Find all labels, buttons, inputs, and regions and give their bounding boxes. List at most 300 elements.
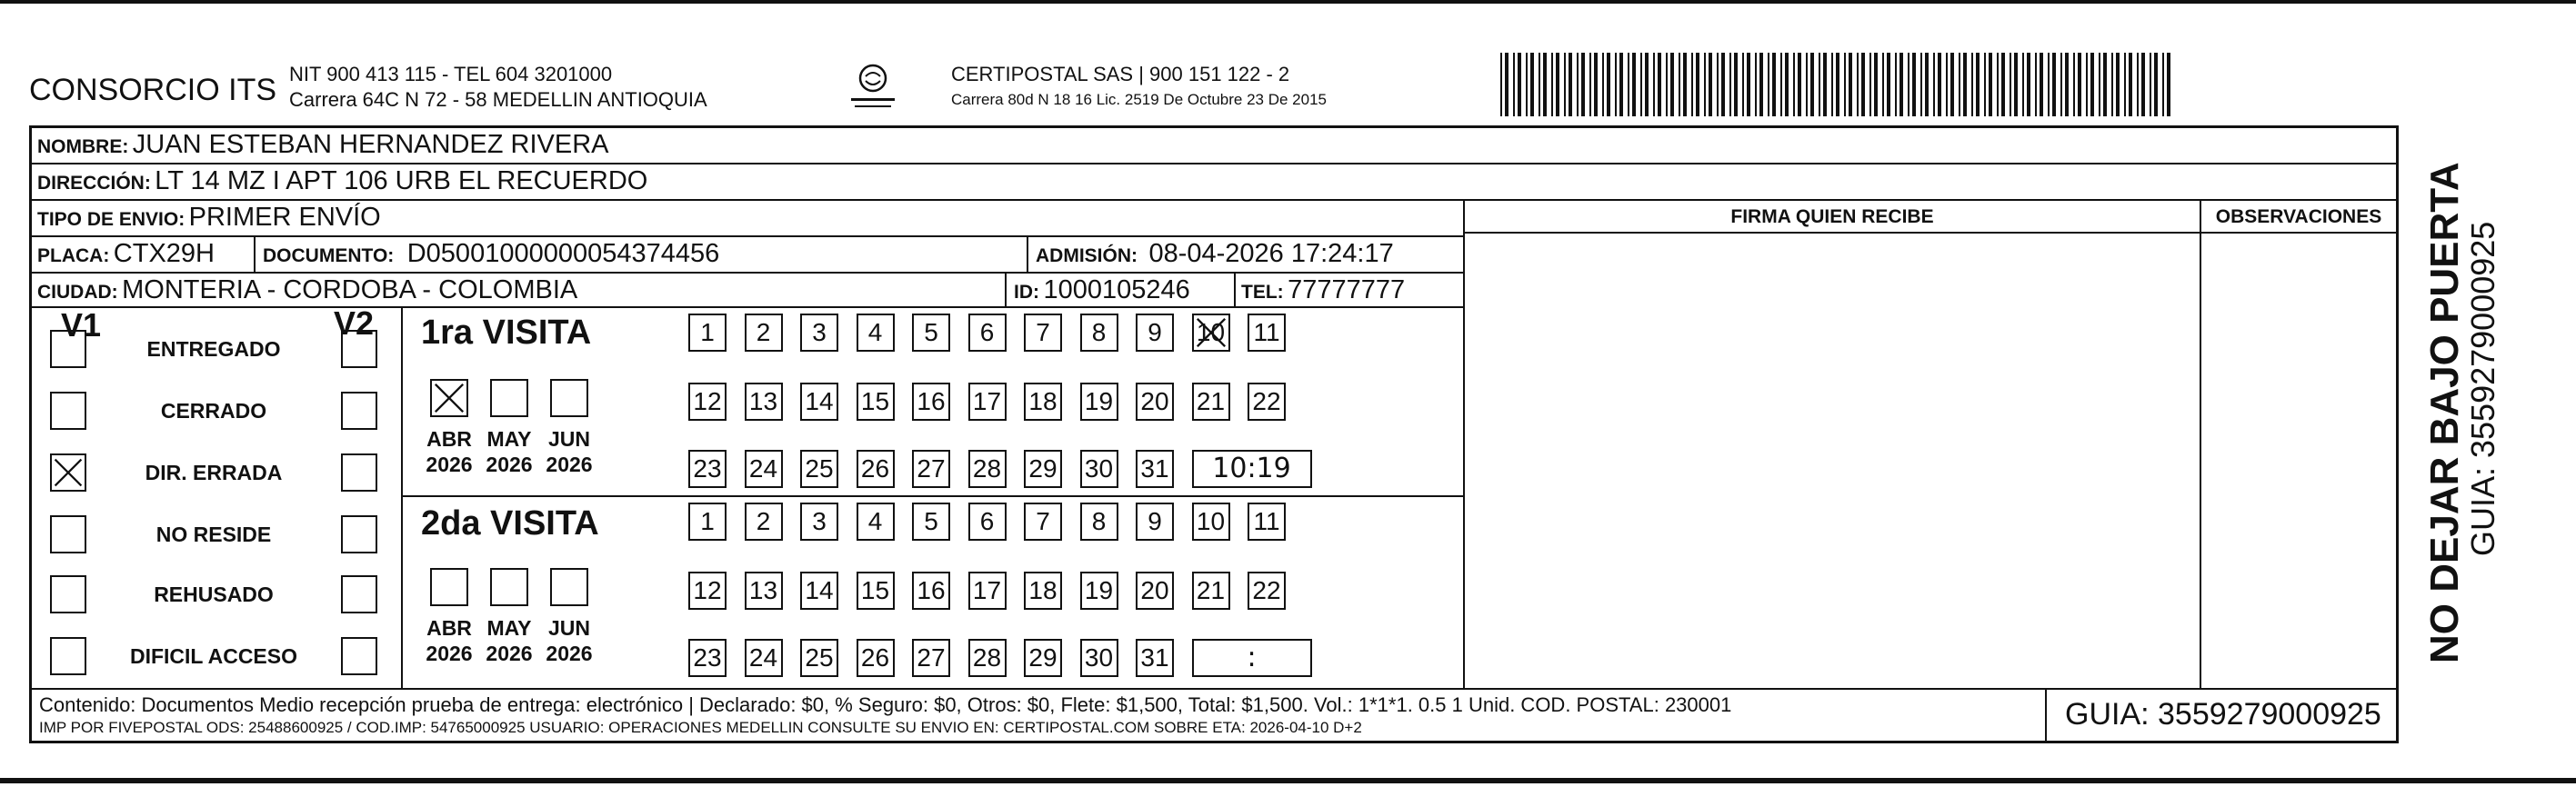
day-box[interactable]: [688, 503, 727, 541]
day-number: 16: [917, 576, 946, 604]
v2-checkbox[interactable]: [341, 392, 377, 430]
barcode-bar: [1569, 53, 1572, 116]
day-number: 10: [1196, 318, 1226, 346]
top-border: [0, 0, 2576, 4]
day-box[interactable]: [800, 572, 838, 610]
year-label: 2026: [546, 642, 593, 665]
day-box[interactable]: [857, 503, 895, 541]
barcode-bar: [2154, 53, 2158, 116]
nombre-row: [37, 130, 608, 160]
barcode-bar: [1615, 53, 1617, 116]
v2-checkbox[interactable]: [341, 515, 377, 553]
barcode-bar: [1556, 53, 1559, 116]
day-number: 16: [917, 387, 946, 415]
barcode-bar: [1594, 53, 1598, 116]
day-box[interactable]: [688, 639, 727, 677]
day-number: 26: [860, 454, 890, 483]
barcode-bar: [2052, 53, 2056, 116]
v2-checkbox[interactable]: [341, 330, 377, 368]
status-label: ENTREGADO: [146, 337, 281, 361]
day-number: 3: [812, 507, 827, 535]
barcode-bar: [1849, 53, 1852, 116]
status-label: NO RESIDE: [155, 523, 272, 546]
day-number: 19: [1084, 387, 1114, 415]
day-box[interactable]: [745, 572, 783, 610]
day-number: 23: [693, 643, 722, 672]
ciudad-label: CIUDAD:: [37, 282, 118, 303]
v2-checkbox[interactable]: [341, 575, 377, 613]
barcode-bar: [1976, 53, 1980, 116]
month-label: MAY: [486, 427, 532, 451]
barcode-bar: [1679, 53, 1680, 116]
hour-field[interactable]: :: [1192, 639, 1312, 677]
barcode-bar: [2090, 53, 2094, 116]
placa-value: CTX29H: [113, 239, 215, 268]
barcode-bar: [1696, 53, 1699, 116]
day-number: 25: [805, 643, 834, 672]
barcode-bar: [1759, 53, 1763, 116]
barcode-bar: [1742, 53, 1744, 116]
year-label: 2026: [426, 453, 473, 476]
barcode-bar: [2001, 53, 2005, 116]
day-number: 12: [693, 387, 722, 415]
day-number: 24: [748, 454, 778, 483]
day-box[interactable]: [1024, 450, 1062, 488]
barcode-bar: [1806, 53, 1808, 116]
day-box[interactable]: [968, 314, 1007, 352]
day-number: 29: [1028, 454, 1057, 483]
barcode-bar: [2014, 53, 2018, 116]
month-label: JUN: [547, 427, 590, 451]
day-number: 30: [1084, 643, 1114, 672]
day-box[interactable]: [1136, 383, 1174, 421]
day-box[interactable]: [912, 503, 950, 541]
day-box[interactable]: [912, 314, 950, 352]
nit-line: NIT 900 413 115 - TEL 604 3201000: [289, 63, 613, 85]
day-box[interactable]: [912, 383, 950, 421]
courier-info: [951, 62, 1327, 113]
day-box[interactable]: [688, 450, 727, 488]
day-number: 8: [1091, 507, 1107, 535]
day-box[interactable]: [1248, 383, 1286, 421]
barcode-bar: [1653, 53, 1655, 116]
day-box[interactable]: [1024, 383, 1062, 421]
barcode-bar: [2099, 53, 2100, 116]
address-line: Carrera 64C N 72 - 58 MEDELLIN ANTIOQUIA: [289, 88, 707, 111]
barcode-bar: [1577, 53, 1579, 116]
courier-nit: CERTIPOSTAL SAS | 900 151 122 - 2: [951, 63, 1290, 85]
day-box[interactable]: [688, 314, 727, 352]
barcode-bar: [1925, 53, 1929, 116]
barcode-bar: [1607, 53, 1610, 116]
day-number: 6: [979, 507, 995, 535]
barcode-bar: [1772, 53, 1776, 116]
month-label: ABR: [426, 427, 472, 451]
guia-number: GUIA: 3559279000925: [2065, 697, 2381, 732]
day-number: 20: [1140, 387, 1169, 415]
day-number: 1: [700, 318, 715, 346]
day-box[interactable]: [912, 572, 950, 610]
day-number: 25: [805, 454, 834, 483]
day-number: 2: [756, 318, 771, 346]
day-number: 17: [972, 576, 1002, 604]
divider: [1463, 232, 2396, 234]
barcode-bar: [1581, 53, 1585, 116]
barcode-bar: [1819, 53, 1820, 116]
day-number: 5: [924, 318, 938, 346]
day-box[interactable]: [857, 314, 895, 352]
barcode-bar: [1912, 53, 1916, 116]
day-number: 11: [1253, 318, 1280, 346]
day-box[interactable]: [1024, 503, 1062, 541]
day-box[interactable]: [745, 383, 783, 421]
barcode-bar: [1971, 53, 1973, 116]
day-number: 18: [1028, 576, 1057, 604]
courier-license: Carrera 80d N 18 16 Lic. 2519 De Octubre 23 De 2015: [951, 91, 1327, 108]
day-number: 15: [860, 576, 890, 604]
day-number: 8: [1091, 318, 1107, 346]
footer-contenido: Contenido: Documentos Medio recepción prueba de entrega: electrónico | Declarado: $0, % Seguro: $0, Otros: $0, Flete: $1,500, Total: $1,500. Vol.: 1*1*1. 0.5 1 Unid. COD. POSTAL: 230001: [39, 693, 1732, 716]
barcode-bar: [1747, 53, 1750, 116]
barcode-bar: [2073, 53, 2075, 116]
month-label: ABR: [426, 616, 472, 640]
x-mark-icon: [432, 381, 466, 415]
barcode-bar: [2010, 53, 2011, 116]
placa-field: [37, 239, 215, 269]
day-number: 20: [1140, 576, 1169, 604]
day-number: 21: [1196, 576, 1226, 604]
day-box[interactable]: [1248, 503, 1286, 541]
barcode-bar: [1844, 53, 1846, 116]
day-box[interactable]: [968, 572, 1007, 610]
year-label: 2026: [426, 642, 473, 665]
tel-field: [1241, 275, 1405, 305]
barcode-bar: [1628, 53, 1629, 116]
barcode-bar: [1691, 53, 1693, 116]
month-label: JUN: [547, 616, 590, 640]
ciudad-field: [37, 275, 577, 305]
day-box[interactable]: [968, 503, 1007, 541]
day-number: 14: [805, 387, 834, 415]
side-guia: GUIA: 3559279000925: [2464, 221, 2501, 556]
year-label: 2026: [546, 453, 593, 476]
day-number: 22: [1252, 387, 1281, 415]
barcode-bar: [1632, 53, 1636, 116]
v1-checkbox[interactable]: [50, 637, 86, 675]
v1-checkbox[interactable]: [50, 575, 86, 613]
day-number: 12: [693, 576, 722, 604]
documento-field: [263, 239, 719, 269]
day-box[interactable]: [1080, 639, 1118, 677]
barcode-bar: [2111, 53, 2113, 116]
barcode-bar: [1666, 53, 1668, 116]
day-number: 17: [972, 387, 1002, 415]
tipo-value: PRIMER ENVÍO: [188, 203, 381, 232]
status-label: REHUSADO: [154, 583, 274, 606]
day-box[interactable]: [1192, 572, 1230, 610]
day-box[interactable]: [857, 383, 895, 421]
id-value: 1000105246: [1043, 275, 1190, 304]
day-number: 7: [1036, 318, 1050, 346]
status-label: CERRADO: [160, 399, 267, 423]
direccion-label: DIRECCIÓN:: [37, 173, 151, 194]
firma-header: FIRMA QUIEN RECIBE: [1730, 206, 1934, 227]
status-label: DIR. ERRADA: [145, 461, 283, 484]
barcode-bar: [1938, 53, 1941, 116]
barcode-bar: [1704, 53, 1706, 116]
v2-checkbox[interactable]: [341, 637, 377, 675]
nombre-value: JUAN ESTEBAN HERNANDEZ RIVERA: [132, 130, 609, 159]
barcode-bar: [1946, 53, 1948, 116]
divider: [32, 199, 2396, 201]
barcode-bar: [1989, 53, 1992, 116]
day-box[interactable]: [800, 314, 838, 352]
barcode-bar: [1831, 53, 1833, 116]
day-box[interactable]: [968, 450, 1007, 488]
day-box[interactable]: [857, 639, 895, 677]
admision-value: 08-04-2026 17:24:17: [1148, 239, 1394, 268]
observaciones-header: OBSERVACIONES: [2215, 206, 2382, 227]
barcode-bar: [2027, 53, 2030, 116]
barcode-bar: [1589, 53, 1591, 116]
divider: [32, 235, 1463, 237]
barcode-bar: [1895, 53, 1897, 116]
barcode-bar: [1823, 53, 1827, 116]
day-number: 18: [1028, 387, 1057, 415]
barcode-bar: [1543, 53, 1547, 116]
visit1-title: 1ra VISITA: [421, 314, 592, 352]
barcode-bar: [1857, 53, 1859, 116]
barcode-bar: [2086, 53, 2088, 116]
direccion-row: [37, 166, 647, 196]
divider: [32, 163, 2396, 164]
day-number: 4: [867, 507, 883, 535]
day-box[interactable]: [1136, 503, 1174, 541]
day-number: 28: [972, 643, 1002, 672]
day-number: 6: [979, 318, 995, 346]
company-info: [289, 62, 707, 113]
day-box[interactable]: [745, 503, 783, 541]
day-box[interactable]: [800, 450, 838, 488]
day-box[interactable]: [1080, 572, 1118, 610]
barcode-bar: [1551, 53, 1553, 116]
barcode-bar: [2137, 53, 2139, 116]
day-box[interactable]: [1192, 503, 1230, 541]
day-box[interactable]: [1192, 383, 1230, 421]
v1-checkbox[interactable]: [50, 453, 86, 492]
day-box[interactable]: [745, 639, 783, 677]
day-box[interactable]: [1136, 314, 1174, 352]
barcode-bar: [1920, 53, 1922, 116]
barcode-bar: [2129, 53, 2132, 116]
day-box[interactable]: [1136, 450, 1174, 488]
barcode-bar: [2141, 53, 2145, 116]
tel-label: TEL:: [1241, 282, 1284, 303]
id-label: ID:: [1014, 282, 1039, 303]
day-box[interactable]: [1192, 314, 1230, 352]
day-box[interactable]: [1248, 572, 1286, 610]
day-number: 31: [1140, 454, 1169, 483]
barcode-bar: [2124, 53, 2126, 116]
barcode-bar: [1768, 53, 1769, 116]
day-box[interactable]: [968, 639, 1007, 677]
day-number: 27: [917, 643, 946, 672]
barcode-bar: [1729, 53, 1731, 116]
day-number: 10: [1196, 507, 1226, 535]
v1-header: V1: [61, 306, 102, 344]
barcode-bar: [1959, 53, 1960, 116]
day-number: 15: [860, 387, 890, 415]
day-number: 13: [748, 387, 778, 415]
barcode-bar: [1658, 53, 1661, 116]
day-box[interactable]: [1248, 314, 1286, 352]
barcode-icon: [1500, 53, 2173, 116]
barcode-bar: [1780, 53, 1782, 116]
tel-value: 77777777: [1288, 275, 1406, 304]
day-box[interactable]: [857, 572, 895, 610]
day-box[interactable]: [688, 383, 727, 421]
placa-label: PLACA:: [37, 245, 110, 266]
barcode-bar: [2035, 53, 2037, 116]
day-box[interactable]: [1024, 314, 1062, 352]
day-box[interactable]: [968, 383, 1007, 421]
day-box[interactable]: [1024, 639, 1062, 677]
divider: [32, 272, 1463, 274]
admision-label: ADMISIÓN:: [1036, 245, 1138, 266]
divider: [1234, 272, 1236, 306]
month-checkbox[interactable]: [430, 379, 468, 417]
v1-checkbox[interactable]: [50, 515, 86, 553]
hour-field[interactable]: 10:19: [1192, 450, 1312, 488]
barcode-bar: [1721, 53, 1725, 116]
month-checkbox[interactable]: [550, 568, 588, 606]
day-box[interactable]: [1136, 572, 1174, 610]
barcode-bar: [1887, 53, 1890, 116]
barcode-bar: [2167, 53, 2170, 116]
day-box[interactable]: [857, 450, 895, 488]
month-checkbox[interactable]: [430, 568, 468, 606]
x-mark-icon: [52, 455, 85, 490]
v1-checkbox[interactable]: [50, 392, 86, 430]
tipo-label: TIPO DE ENVIO:: [37, 209, 185, 230]
barcode-bar: [1861, 53, 1865, 116]
certipostal-logo-icon: [846, 58, 900, 116]
day-number: 3: [812, 318, 827, 346]
day-box[interactable]: [800, 639, 838, 677]
day-box[interactable]: [1080, 314, 1118, 352]
barcode-bar: [1874, 53, 1878, 116]
day-number: 23: [693, 454, 722, 483]
day-box[interactable]: [1080, 383, 1118, 421]
month-checkbox[interactable]: [490, 568, 528, 606]
divider: [32, 688, 2396, 690]
barcode-bar: [2078, 53, 2081, 116]
barcode-bar: [2162, 53, 2164, 116]
divider: [401, 306, 403, 688]
barcode-bar: [1530, 53, 1534, 116]
documento-label: DOCUMENTO:: [263, 245, 395, 266]
day-number: 24: [748, 643, 778, 672]
barcode-bar: [1670, 53, 1674, 116]
year-label: 2026: [486, 642, 533, 665]
v2-checkbox[interactable]: [341, 453, 377, 492]
barcode-bar: [1645, 53, 1649, 116]
day-box[interactable]: [745, 450, 783, 488]
day-number: 31: [1140, 643, 1169, 672]
status-label: DIFICIL ACCESO: [129, 644, 297, 668]
day-number: 13: [748, 576, 778, 604]
v2-header: V2: [334, 304, 375, 342]
barcode-bar: [1933, 53, 1935, 116]
day-number: 9: [1148, 507, 1162, 535]
day-number: 5: [924, 507, 938, 535]
barcode-bar: [1869, 53, 1871, 116]
barcode-bar: [2150, 53, 2151, 116]
divider: [401, 495, 1463, 497]
barcode-bar: [2022, 53, 2024, 116]
visit2-title: 2da VISITA: [421, 504, 599, 543]
month-checkbox[interactable]: [550, 379, 588, 417]
divider: [2045, 688, 2047, 741]
day-box[interactable]: [1136, 639, 1174, 677]
divider: [1005, 272, 1007, 306]
divider: [32, 306, 1463, 308]
day-number: 9: [1148, 318, 1162, 346]
barcode-bar: [2048, 53, 2050, 116]
divider: [1027, 235, 1028, 272]
v1-checkbox[interactable]: [50, 330, 86, 368]
barcode-bar: [1500, 53, 1502, 116]
year-label: 2026: [486, 453, 533, 476]
barcode-bar: [1785, 53, 1789, 116]
barcode-bar: [1683, 53, 1687, 116]
barcode-bar: [1899, 53, 1903, 116]
day-box[interactable]: [912, 639, 950, 677]
day-box[interactable]: [1080, 450, 1118, 488]
ciudad-value: MONTERIA - CORDOBA - COLOMBIA: [122, 275, 578, 304]
barcode-bar: [1734, 53, 1738, 116]
barcode-bar: [1602, 53, 1604, 116]
barcode-bar: [1755, 53, 1757, 116]
day-box[interactable]: [912, 450, 950, 488]
barcode-bar: [1526, 53, 1528, 116]
barcode-bar: [1997, 53, 1999, 116]
day-number: 22: [1252, 576, 1281, 604]
barcode-bar: [1717, 53, 1719, 116]
day-box[interactable]: [1024, 572, 1062, 610]
day-box[interactable]: [800, 383, 838, 421]
barcode-bar: [2065, 53, 2069, 116]
month-checkbox[interactable]: [490, 379, 528, 417]
barcode-bar: [2060, 53, 2062, 116]
divider: [1463, 199, 1465, 688]
barcode-bar: [1564, 53, 1566, 116]
day-box[interactable]: [688, 572, 727, 610]
day-box[interactable]: [745, 314, 783, 352]
day-number: 21: [1196, 387, 1226, 415]
barcode-bar: [1709, 53, 1712, 116]
tipo-row: [37, 203, 381, 233]
delivery-form: [29, 125, 2399, 743]
day-number: 30: [1084, 454, 1114, 483]
day-box[interactable]: [800, 503, 838, 541]
day-box[interactable]: [1080, 503, 1118, 541]
day-number: 7: [1036, 507, 1050, 535]
barcode-bar: [1513, 53, 1515, 116]
barcode-bar: [1793, 53, 1795, 116]
barcode-bar: [1505, 53, 1509, 116]
month-label: MAY: [486, 616, 532, 640]
